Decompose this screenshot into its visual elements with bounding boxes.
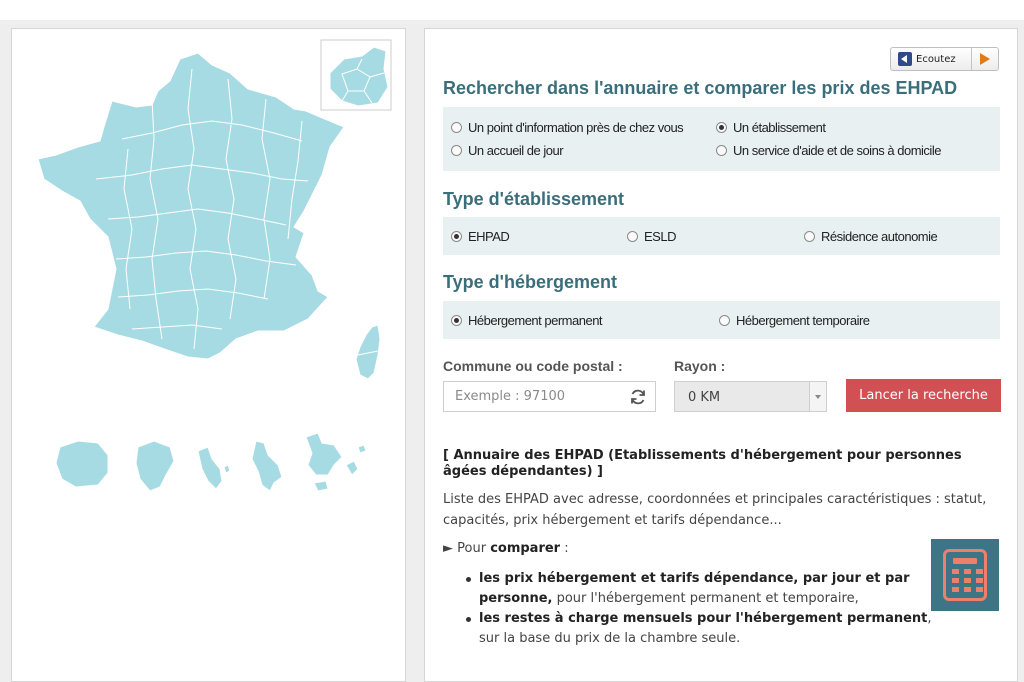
refresh-icon[interactable]	[629, 388, 647, 406]
compare-prefix: ► Pour	[443, 541, 491, 556]
radio-circle	[716, 145, 727, 156]
commune-input[interactable]	[444, 382, 624, 411]
radio-esld[interactable]	[627, 229, 676, 244]
radio-circle-selected	[451, 231, 462, 242]
calculator-keys	[952, 569, 983, 592]
speaker-icon	[898, 52, 912, 66]
annuaire-title: [ Annuaire des EHPAD (Etablissements d'hébergement pour personnes âgées dépendantes) ]	[443, 448, 962, 479]
radio-label: EHPAD	[468, 229, 510, 244]
compare-bold: comparer	[490, 541, 561, 556]
bullet-bold: les restes à charge mensuels pour l'hébergement permanent	[479, 611, 928, 626]
search-options	[443, 107, 1000, 171]
listen-button[interactable]	[890, 47, 999, 71]
search-panel	[424, 28, 1018, 682]
bullet-text: pour l'hébergement permanent et temporaire,	[552, 591, 859, 606]
map-panel	[11, 28, 406, 682]
commune-label: Commune ou code postal :	[443, 358, 623, 374]
radio-label: Hébergement temporaire	[736, 313, 870, 328]
calculator-icon[interactable]	[931, 539, 999, 611]
calculator-display	[953, 558, 977, 564]
radio-circle-selected	[451, 315, 462, 326]
chevron-down-icon	[809, 382, 826, 411]
radio-circle	[451, 122, 462, 133]
map-region-mayotte[interactable]	[198, 447, 230, 489]
radio-label: Un service d'aide et de soins à domicile	[733, 143, 941, 158]
compare-suffix: :	[560, 541, 569, 556]
play-icon	[972, 53, 998, 65]
compare-list	[463, 569, 953, 649]
map-region-martinique[interactable]	[252, 441, 282, 491]
radio-residence-autonomie[interactable]	[804, 229, 937, 244]
search-title: Rechercher dans l'annuaire et comparer les prix des EHPAD	[443, 78, 958, 98]
map-region-la-reunion[interactable]	[56, 441, 108, 487]
radio-circle	[804, 231, 815, 242]
france-map[interactable]	[12, 29, 407, 682]
map-region-guadeloupe[interactable]	[306, 433, 366, 491]
rayon-select[interactable]	[674, 381, 827, 412]
annuaire-description: Liste des EHPAD avec adresse, coordonnées et principales caractéristiques : statut, capacités, prix hébergement et tarifs dépendance...	[443, 492, 987, 528]
list-item	[463, 569, 953, 609]
calculator-body	[943, 549, 987, 601]
list-item	[463, 609, 953, 649]
commune-field	[443, 381, 656, 412]
radio-label: Un accueil de jour	[468, 143, 564, 158]
compare-intro	[443, 541, 569, 556]
radio-label: Un point d'information près de chez vous	[468, 120, 684, 135]
radio-circle	[719, 315, 730, 326]
radio-ehpad[interactable]	[451, 229, 509, 244]
radio-circle-selected	[716, 122, 727, 133]
bullet-text: , sur la base du prix de la chambre seule.	[479, 611, 932, 646]
top-band	[0, 0, 1024, 20]
type-hebergement-title: Type d'hébergement	[443, 272, 617, 292]
bullet-bold: les prix hébergement et tarifs dépendance, par jour et par personne,	[479, 571, 910, 606]
radio-accueil-de-jour[interactable]	[451, 143, 563, 158]
rayon-value: 0 KM	[688, 390, 721, 405]
radio-service-domicile[interactable]	[716, 143, 941, 158]
radio-circle	[627, 231, 638, 242]
radio-circle	[451, 145, 462, 156]
rayon-label: Rayon :	[674, 358, 726, 374]
radio-hebergement-permanent[interactable]	[451, 313, 602, 328]
radio-etablissement[interactable]	[716, 120, 825, 135]
radio-label: ESLD	[644, 229, 676, 244]
listen-label: Ecoutez	[916, 53, 956, 65]
type-etablissement-options	[443, 217, 1000, 255]
type-hebergement-options	[443, 301, 1000, 339]
radio-point-information[interactable]	[451, 120, 683, 135]
map-region-corse[interactable]	[356, 325, 380, 379]
type-etablissement-title: Type d'établissement	[443, 189, 625, 209]
map-region-guyane[interactable]	[136, 441, 174, 491]
search-button[interactable]: Lancer la recherche	[846, 379, 1001, 412]
radio-hebergement-temporaire[interactable]	[719, 313, 870, 328]
radio-label: Hébergement permanent	[468, 313, 603, 328]
radio-label: Résidence autonomie	[821, 229, 938, 244]
radio-label: Un établissement	[733, 120, 826, 135]
